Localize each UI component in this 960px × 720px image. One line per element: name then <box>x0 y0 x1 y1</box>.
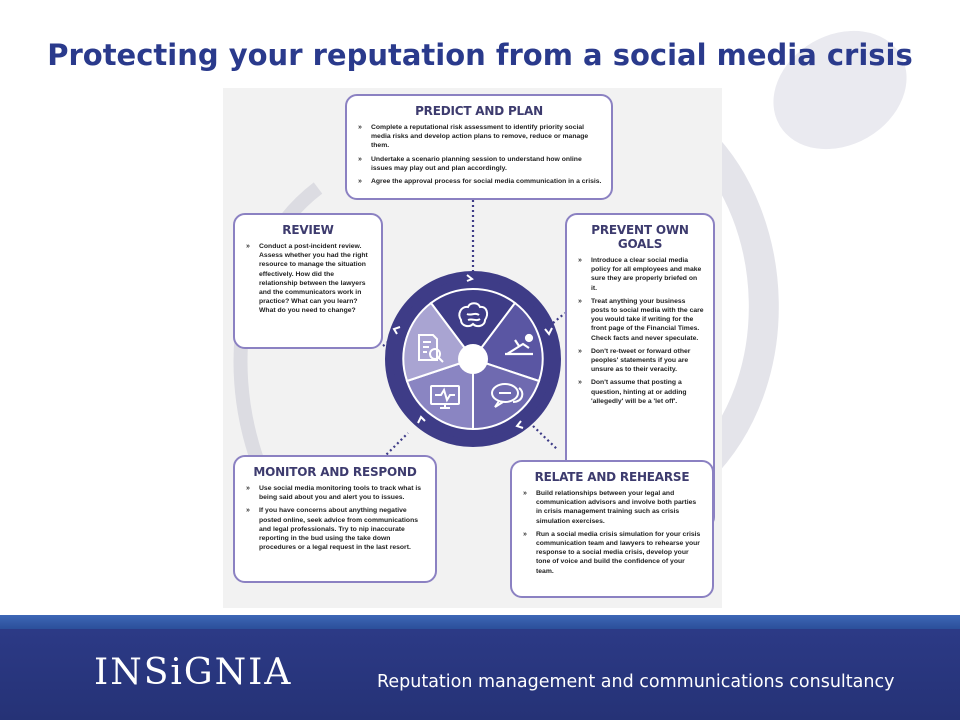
crisis-cycle-infographic <box>223 88 722 608</box>
list-item: » Conduct a post-incident review. Assess whether you had the right resource to manage the situation effectively. How did the relationship between the lawyers and the communicators work in practice? What can you learn? What do you need to change? <box>243 242 373 316</box>
relate-and-rehearse-box <box>510 460 714 598</box>
list-item: » Don't assume that posting a question, hinting at or adding 'allegedly' will be a 'let off'. <box>575 378 705 406</box>
list-item: » Run a social media crisis simulation for your crisis communication team and lawyers to rehearse your response to a social media crisis, develop your tone of voice and build the confidence of your team. <box>520 530 704 576</box>
monitor-and-respond-box <box>233 455 437 583</box>
list-item: » Don't re-tweet or forward other peoples' statements if you are unsure as to their veracity. <box>575 347 705 375</box>
list-item: » Agree the approval process for social media communication in a crisis. <box>355 177 603 186</box>
list-item: » Introduce a clear social media policy for all employees and make sure they are properly briefed on it. <box>575 256 705 293</box>
footer-accent-band <box>0 615 960 629</box>
prevent-own-goals-heading: PREVENT OWN GOALS <box>591 223 689 251</box>
relate-and-rehearse-heading: RELATE AND REHEARSE <box>534 470 690 484</box>
slide-title: Protecting your reputation from a social media crisis <box>47 38 913 72</box>
list-item: » If you have concerns about anything negative posted online, seek advice from communications and legal professionals. Try to nip inaccurate reporting in the bud using the take down procedures or a legal request in the last resort. <box>243 506 427 552</box>
list-item: » Build relationships between your legal and communication advisors and involve both parties in crisis management training such as crisis simulation exercises. <box>520 489 704 526</box>
review-heading: REVIEW <box>282 223 334 237</box>
footer-tagline: Reputation management and communications consultancy <box>377 672 895 692</box>
predict-and-plan-heading: PREDICT AND PLAN <box>415 104 543 118</box>
insignia-logo: INSiGNIA <box>94 652 293 693</box>
list-item: » Undertake a scenario planning session to understand how online issues may play out and plan accordingly. <box>355 155 603 173</box>
list-item: » Use social media monitoring tools to track what is being said about you and alert you to issues. <box>243 484 427 502</box>
list-item: » Complete a reputational risk assessment to identify priority social media risks and develop action plans to remove, reduce or manage them. <box>355 123 603 151</box>
list-item: » Treat anything your business posts to social media with the care you would take if writing for the front page of the Financial Times. Check facts and never speculate. <box>575 297 705 343</box>
wheel <box>389 275 557 443</box>
footer <box>0 615 960 720</box>
review-box <box>233 213 383 349</box>
predict-and-plan-box <box>345 94 613 200</box>
monitor-and-respond-heading: MONITOR AND RESPOND <box>253 465 417 479</box>
